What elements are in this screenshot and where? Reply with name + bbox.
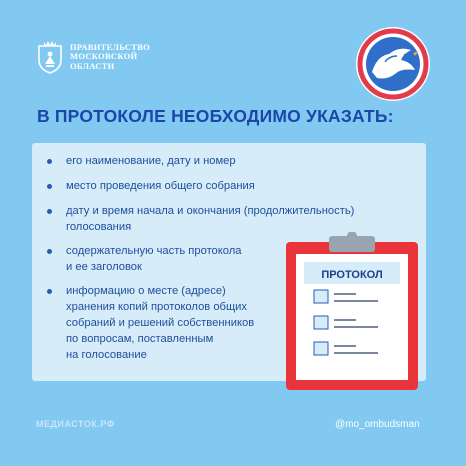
checkbox-icon xyxy=(314,290,328,303)
bullet-dot-icon xyxy=(47,289,52,294)
list-item-text: на голосование xyxy=(66,349,147,361)
checkbox-icon xyxy=(314,316,328,329)
list-item-text: содержательную часть протокола xyxy=(66,245,242,257)
gov-logo-line: ОБЛАСТИ xyxy=(70,60,115,71)
clipboard-illustration xyxy=(282,232,422,392)
moscow-oblast-emblem-icon xyxy=(36,40,64,74)
checkbox-icon xyxy=(314,342,328,355)
bullet-dot-icon xyxy=(47,184,52,189)
gov-logo-line: ПРАВИТЕЛЬСТВО xyxy=(70,41,151,52)
list-item-text: его наименование, дату и номер xyxy=(66,155,236,167)
list-item-text: дату и время начала и окончания (продолжительность) xyxy=(66,205,355,217)
list-item-text: голосования xyxy=(66,221,132,233)
list-item-text: по вопросам, поставленным xyxy=(66,333,214,345)
list-item-text: и ее заголовок xyxy=(66,261,142,273)
footer-source: МЕДИАСТОК.РФ xyxy=(36,419,115,429)
government-logo-text xyxy=(70,43,150,72)
page-title: В ПРОТОКОЛЕ НЕОБХОДИМО УКАЗАТЬ: xyxy=(37,106,394,126)
bullet-dot-icon xyxy=(47,159,52,164)
bullet-dot-icon xyxy=(47,249,52,254)
list-item-text: хранения копий протоколов общих xyxy=(66,301,248,313)
bullet-dot-icon xyxy=(47,209,52,214)
list-item-text: место проведения общего собрания xyxy=(66,180,255,192)
clipboard-title: ПРОТОКОЛ xyxy=(321,269,383,281)
list-item-text: собраний и решений собственников xyxy=(66,317,255,329)
government-logo xyxy=(36,40,150,74)
ombudsman-dove-seal-icon xyxy=(355,26,431,102)
gov-logo-line: МОСКОВСКОЙ xyxy=(70,51,138,62)
footer-handle: @mo_ombudsman xyxy=(335,419,420,430)
list-item-text: информацию о месте (адресе) xyxy=(66,285,226,297)
